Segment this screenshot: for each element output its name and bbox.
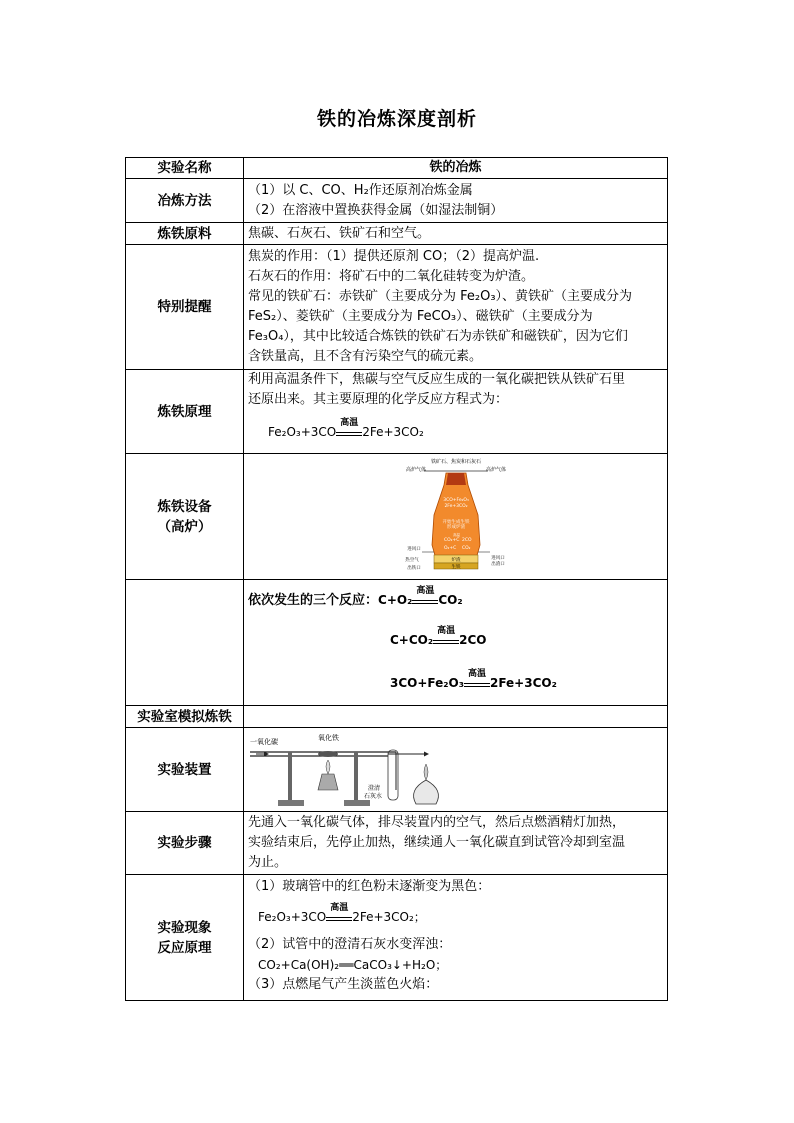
reaction-3-cond: 高温: [467, 669, 486, 679]
row-equipment: [126, 454, 668, 580]
reaction-1-left: C+O₂: [378, 593, 413, 607]
apparatus-co-label: 一氧化碳: [250, 737, 278, 746]
phenomena-eq-2: CO₂+Ca(OH)₂══CaCO₃↓+H₂O；: [258, 958, 448, 972]
row-apparatus: [126, 728, 668, 812]
bf-inlet-left: 进风口: [406, 546, 421, 552]
principle-eq-condition: 高温: [340, 418, 359, 428]
bf-reaction-1: 3CO+Fe₂O₃: [442, 497, 469, 503]
equipment-label: [126, 454, 244, 580]
bf-slag: 炉渣: [451, 557, 460, 563]
reminder-line-2: 石灰石的作用：将矿石中的二氧化硅转变为炉渣。: [248, 269, 535, 284]
reactions-label: [126, 580, 244, 706]
method-line-2: （2）在溶液中置换获得金属（如湿法制铜）: [248, 202, 504, 218]
reminder-line-3: 常见的铁矿石：赤铁矿（主要成分为 Fe₂O₃）、黄铁矿（主要成分为: [248, 289, 633, 304]
phenomena-label-1: 实验现象: [157, 919, 212, 936]
bf-hot-air: 热空气: [404, 557, 419, 563]
phenomena-eq1-cond: 高温: [330, 903, 349, 913]
reactions-line-2: [390, 626, 487, 651]
reaction-1-right: CO₂: [438, 593, 463, 607]
bf-iron: 生铁: [451, 564, 460, 570]
bf-cond-small: 高温: [452, 532, 460, 537]
steps-line-2: 实验结束后，先停止加热，继续通人一氧化碳直到试管冷却到室温: [248, 835, 626, 850]
steps-content: [244, 812, 668, 875]
reaction-3-right: 2Fe+3CO₂: [489, 676, 557, 690]
phenomena-p2: （2）试管中的澄清石灰水变浑浊：: [248, 937, 452, 952]
blast-furnace-diagram: [396, 455, 516, 579]
apparatus-limewater-2: 石灰水: [364, 792, 383, 800]
reminder-content: [244, 245, 668, 370]
phenomena-label: [126, 875, 244, 1001]
bf-outlet-right: 出渣口: [490, 561, 505, 567]
bf-middle-1: 开始生成生铁: [442, 519, 469, 525]
reaction-2-left: C+CO₂: [390, 633, 434, 647]
reminder-line-5: Fe₃O₄），其中比较适合炼铁的铁矿石为赤铁矿和磁铁矿，因为它们: [248, 329, 628, 344]
reactions-line-1: [248, 586, 463, 611]
table-header-row: [126, 158, 668, 179]
phenomena-label-2: 反应原理: [157, 939, 212, 956]
reactions-line-3: [390, 669, 557, 694]
header-col-value: 铁的冶炼: [244, 158, 668, 179]
lab-apparatus-diagram: [248, 730, 448, 810]
reaction-2-cond: 高温: [437, 626, 456, 636]
row-material: [126, 223, 668, 245]
row-method: [126, 179, 668, 223]
phenomena-p1: （1）玻璃管中的红色粉末逐渐变为黑色：: [248, 879, 491, 894]
reactions-intro: 依次发生的三个反应：: [248, 593, 379, 608]
reminder-line-6: 含铁量高，且不含有污染空气的硫元素。: [248, 349, 483, 364]
bf-gas-right: 高炉气体: [485, 466, 506, 473]
row-lab: [126, 706, 668, 728]
material-label: 炼铁原料: [126, 223, 244, 245]
bf-r4b: CO₂: [461, 545, 470, 551]
row-steps: [126, 812, 668, 875]
phenomena-content: [244, 875, 668, 1001]
principle-line-2: 还原出来。其主要原理的化学反应方程式为：: [248, 392, 509, 407]
method-label: 冶炼方法: [126, 179, 244, 223]
lab-content: [244, 706, 668, 728]
row-phenomena: [126, 875, 668, 1001]
phenomena-eq-1: [258, 903, 663, 927]
principle-label: 炼铁原理: [126, 370, 244, 454]
equipment-content: [244, 454, 668, 580]
bf-r3b: 2CO: [461, 537, 472, 543]
bf-top-label: 铁矿石、焦炭和石灰石: [430, 458, 481, 465]
reactions-content: [244, 580, 668, 706]
phenomena-eq1-left: Fe₂O₃+3CO: [258, 910, 327, 924]
reminder-line-1: 焦炭的作用：（1）提供还原剂 CO；（2）提高炉温.: [248, 249, 540, 264]
apparatus-limewater-1: 澄清: [368, 784, 381, 792]
phenomena-p3: （3）点燃尾气产生淡蓝色火焰：: [248, 977, 439, 992]
phenomena-eq1-right: 2Fe+3CO₂；: [352, 910, 426, 924]
bf-r3a: CO₂+C: [443, 537, 459, 543]
principle-eq-right: 2Fe+3CO₂: [362, 425, 424, 439]
header-col-name: 实验名称: [126, 158, 244, 179]
equipment-label-2: （高炉）: [157, 518, 212, 535]
equipment-label-1: 炼铁设备: [157, 498, 212, 515]
bf-gas-left: 高炉气体: [405, 466, 426, 473]
reminder-label: 特别提醒: [126, 245, 244, 370]
apparatus-label: 实验装置: [126, 728, 244, 812]
reaction-1-cond: 高温: [416, 586, 435, 596]
steps-line-3: 为止。: [248, 855, 288, 870]
principle-equation: [268, 418, 663, 442]
reaction-2-right: 2CO: [459, 633, 487, 647]
method-content: [244, 179, 668, 223]
reaction-3-left: 3CO+Fe₂O₃: [390, 676, 464, 690]
row-principle: [126, 370, 668, 454]
steps-label: 实验步骤: [126, 812, 244, 875]
lab-label: 实验室模拟炼铁: [126, 706, 244, 728]
principle-content: [244, 370, 668, 454]
reminder-line-4: FeS₂）、菱铁矿（主要成分为 FeCO₃）、磁铁矿（主要成分为: [248, 309, 593, 324]
experiment-table: [125, 157, 668, 1001]
bf-reaction-2: 2Fe+3CO₂: [443, 503, 468, 509]
principle-eq-left: Fe₂O₃+3CO: [268, 425, 337, 439]
bf-middle-2: 形成炉渣: [446, 524, 465, 530]
bf-inlet-right: 进风口: [490, 555, 505, 561]
material-text: 焦碳、石灰石、铁矿石和空气。: [244, 223, 668, 245]
method-line-1: （1）以 C、CO、H₂作还原剂冶炼金属: [248, 182, 473, 198]
page-title: 铁的冶炼深度剖析: [316, 108, 477, 130]
apparatus-fe2o3-label: 氧化铁: [318, 733, 339, 742]
row-reactions: [126, 580, 668, 706]
steps-line-1: 先通入一氧化碳气体，排尽装置内的空气，然后点燃酒精灯加热，: [248, 815, 626, 830]
row-reminder: [126, 245, 668, 370]
bf-r4a: O₂+C: [443, 545, 456, 551]
principle-line-1: 利用高温条件下，焦碳与空气反应生成的一氧化碳把铁从铁矿石里: [248, 372, 626, 387]
apparatus-content: [244, 728, 668, 812]
bf-outlet-left: 出铁口: [406, 565, 421, 571]
